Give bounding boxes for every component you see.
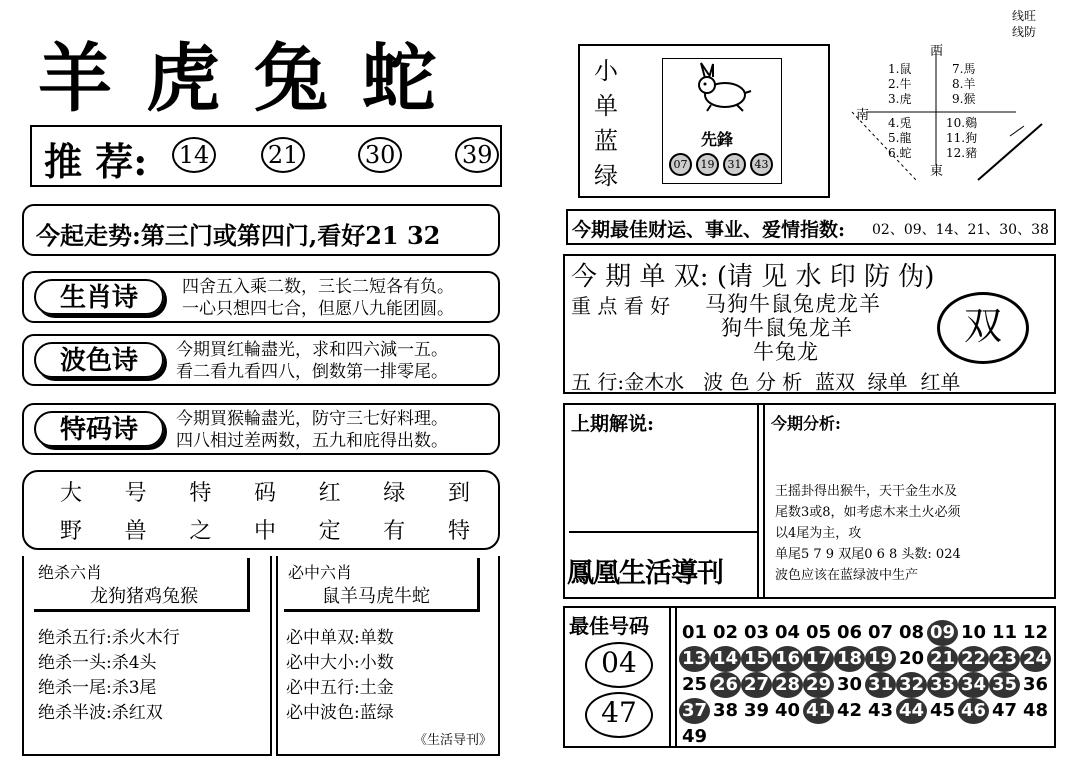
- number-cell: 26: [710, 672, 741, 698]
- number-cell: 23: [989, 646, 1020, 672]
- poem-special-line: 四八相过差两数，五九和庇得出数。: [176, 431, 448, 451]
- number-cell: 38: [712, 700, 739, 721]
- focus-label: 重 点 看 好: [571, 294, 671, 318]
- riddle-char: 绿: [383, 481, 406, 506]
- single-double-bottom: 五 行:金木水 波 色 分 析 蓝双 绿单 红单: [571, 370, 961, 394]
- number-cell: 19: [865, 646, 896, 672]
- riddle-char: 红: [318, 481, 341, 506]
- double-stamp: 双: [937, 292, 1029, 364]
- number-cell: 17: [803, 646, 834, 672]
- recommend-number: 14: [172, 137, 216, 173]
- recommend-box: [30, 125, 502, 187]
- kill-six-title: 绝杀六肖: [38, 563, 103, 582]
- top-right-note: [1012, 8, 1036, 40]
- kill-row: 绝杀五行:杀火木行: [38, 628, 180, 648]
- riddle-char: 之: [189, 519, 212, 544]
- pioneer-balls: [669, 153, 773, 176]
- number-cell: 06: [836, 622, 863, 643]
- number-cell: 22: [958, 646, 989, 672]
- riddle-row-1: [60, 476, 470, 507]
- single-double-box: [563, 254, 1056, 394]
- analysis-divider: [757, 405, 765, 597]
- poem-zodiac-label: 生肖诗: [34, 279, 164, 315]
- number-cell: 28: [772, 672, 803, 698]
- must-six-title: 必中六肖: [288, 563, 353, 582]
- pioneer-vertical-text: [594, 54, 618, 194]
- number-cell: 43: [867, 700, 894, 721]
- recommend-label: 推 荐:: [44, 139, 148, 184]
- poem-zodiac-box: [22, 271, 500, 323]
- poem-special-line: 今期買猴輪盡光，防守三七好料理。: [176, 409, 448, 429]
- number-cell: 14: [710, 646, 741, 672]
- poem-color-box: [22, 334, 500, 386]
- number-cell: 03: [743, 622, 770, 643]
- compass-right-top: 7.馬 8.羊 9.猴: [952, 62, 976, 106]
- fortune-label: 今期最佳财运、事业、爱情指数:: [572, 219, 846, 241]
- recommend-number: 39: [455, 137, 499, 173]
- best-pick: 04: [585, 642, 653, 688]
- number-cell: 24: [1020, 646, 1051, 672]
- compass-right-bottom: 10.鷄 11.狗 12.豬: [946, 116, 978, 160]
- riddle-char: 定: [318, 519, 341, 544]
- analysis-line: 以4尾为主，攻: [775, 526, 862, 541]
- number-cell: 21: [927, 646, 958, 672]
- pioneer-ball: 07: [669, 153, 692, 176]
- compass-left-top: 1.鼠 2.牛 3.虎: [888, 62, 912, 106]
- compass-left-bottom: 4.兎 5.龍 6.蛇: [888, 116, 912, 160]
- number-cell: 33: [927, 672, 958, 698]
- poem-color-line: 今期買红輪盡光，求和四六減一五。: [176, 340, 448, 360]
- riddle-char: 特: [447, 519, 470, 544]
- number-cell: 11: [991, 622, 1018, 643]
- analysis-line: 王摇卦得出猴牛，天干金生水及: [775, 484, 958, 499]
- poem-special-label: 特码诗: [34, 411, 164, 447]
- pioneer-char: 蓝: [594, 127, 618, 155]
- must-row: 必中大小:小数: [286, 653, 394, 673]
- compass-south: 南: [856, 108, 870, 123]
- number-cell: 46: [958, 698, 989, 724]
- number-cell: 39: [743, 700, 770, 721]
- focus-line-3: 牛兔龙: [753, 340, 819, 364]
- single-double-header: 今 期 单 双: (请 见 水 印 防 伪): [571, 262, 935, 292]
- must-six-zodiacs: 鼠羊马虎牛蛇: [322, 586, 430, 607]
- recommend-numbers: [172, 137, 499, 173]
- number-grid: [679, 620, 1057, 744]
- analysis-line: 单尾5 7 9 双尾0 6 8 头数: 024: [775, 547, 961, 562]
- number-cell: 25: [681, 674, 708, 695]
- best-numbers-box: [563, 606, 1056, 748]
- kill-row: 绝杀一尾:杀3尾: [38, 678, 157, 698]
- riddle-char: 野: [60, 519, 83, 544]
- number-cell: 07: [867, 622, 894, 643]
- number-cell: 10: [960, 622, 987, 643]
- number-cell: 12: [1022, 622, 1049, 643]
- fortune-value: 02、09、14、21、30、38: [872, 222, 1049, 238]
- number-cell: 08: [898, 622, 925, 643]
- number-cell: 29: [803, 672, 834, 698]
- pioneer-char: 单: [594, 92, 618, 120]
- number-cell: 20: [898, 648, 925, 669]
- number-cell: 16: [772, 646, 803, 672]
- analysis-box: [563, 403, 1056, 599]
- best-numbers-label: 最佳号码: [569, 614, 649, 638]
- number-cell: 32: [896, 672, 927, 698]
- must-rows: [286, 626, 394, 726]
- best-pick: 47: [585, 692, 653, 738]
- number-cell: 44: [896, 698, 927, 724]
- last-issue-label: 上期解说:: [571, 413, 655, 435]
- recommend-number: 21: [261, 137, 305, 173]
- number-cell: 05: [805, 622, 832, 643]
- riddle-row-2: [60, 514, 470, 545]
- number-cell: 49: [681, 726, 708, 744]
- number-cell: 37: [679, 698, 710, 724]
- must-row: 必中单双:单数: [286, 628, 394, 648]
- pioneer-ball: 19: [696, 153, 719, 176]
- analysis-lines: [775, 481, 961, 586]
- poem-color-line: 看二看九看四八，倒数第一排零尾。: [176, 362, 448, 382]
- fortune-box: [566, 209, 1056, 245]
- kill-row: 绝杀半波:杀红双: [38, 703, 163, 723]
- number-cell: 47: [991, 700, 1018, 721]
- poem-color-label: 波色诗: [34, 342, 164, 378]
- compass-west: 西: [930, 44, 944, 59]
- trend-text: 今起走势:第三门或第四门,看好21 32: [36, 221, 441, 250]
- pioneer-char: 小: [594, 57, 618, 85]
- riddle-char: 码: [253, 481, 276, 506]
- number-cell: 30: [836, 674, 863, 695]
- top-right-line1: 线旺: [1011, 9, 1036, 23]
- last-issue-brand: 鳳凰生活導刊: [567, 558, 723, 589]
- poem-special-box: [22, 403, 500, 455]
- focus-line-2: 狗牛鼠兔龙羊: [721, 316, 853, 340]
- riddle-char: 特: [189, 481, 212, 506]
- trend-box: [22, 204, 500, 256]
- kill-six-box: [34, 558, 250, 612]
- number-cell: 27: [741, 672, 772, 698]
- pioneer-inner: [662, 58, 782, 184]
- kill-row: 绝杀一头:杀4头: [38, 653, 157, 673]
- kill-section: [22, 556, 272, 756]
- analysis-line: 波色应该在蓝绿波中生产: [775, 568, 919, 583]
- focus-line-1: 马狗牛鼠兔虎龙羊: [705, 292, 881, 316]
- analysis-label: 今期分析:: [771, 414, 841, 433]
- kill-six-zodiacs: 龙狗猪鸡兔猴: [90, 586, 198, 607]
- kill-rows: [38, 626, 180, 726]
- number-cell: 04: [774, 622, 801, 643]
- number-cell: 15: [741, 646, 772, 672]
- must-section: [276, 556, 500, 756]
- last-issue-rule: [569, 531, 757, 533]
- riddle-char: 有: [383, 519, 406, 544]
- rabbit-icon: [687, 61, 757, 113]
- number-cell: 18: [834, 646, 865, 672]
- number-cell: 40: [774, 700, 801, 721]
- compass-east: 東: [930, 164, 944, 179]
- number-cell: 41: [803, 698, 834, 724]
- top-right-line2: 线防: [1011, 25, 1036, 39]
- riddle-char: 号: [124, 481, 147, 506]
- number-cell: 34: [958, 672, 989, 698]
- number-cell: 13: [679, 646, 710, 672]
- number-cell: 45: [929, 700, 956, 721]
- riddle-char: 兽: [124, 519, 147, 544]
- pioneer-label: 先鋒: [701, 130, 734, 149]
- must-footer: 《生活导刊》: [413, 733, 492, 748]
- number-cell: 09: [927, 620, 958, 646]
- number-cell: 42: [836, 700, 863, 721]
- pioneer-ball: 43: [750, 153, 773, 176]
- number-cell: 02: [712, 622, 739, 643]
- number-cell: 35: [989, 672, 1020, 698]
- number-cell: 01: [681, 622, 708, 643]
- pioneer-char: 绿: [594, 162, 618, 190]
- riddle-char: 中: [253, 519, 276, 544]
- number-cell: 48: [1022, 700, 1049, 721]
- pioneer-box: [578, 44, 830, 198]
- riddle-char: 大: [60, 481, 83, 506]
- must-row: 必中波色:蓝绿: [286, 703, 394, 723]
- must-row: 必中五行:土金: [286, 678, 394, 698]
- page-title: 羊虎兔蛇: [38, 36, 470, 122]
- number-cell: 36: [1022, 674, 1049, 695]
- riddle-char: 到: [447, 481, 470, 506]
- riddle-box: [22, 470, 500, 550]
- must-six-box: [284, 558, 480, 612]
- best-numbers-divider: [669, 608, 677, 746]
- analysis-line: 尾数3或8，如考虑木来土火必须: [775, 505, 961, 520]
- poem-zodiac-line: 四舍五入乘二数，三长二短各有负。: [182, 277, 454, 297]
- recommend-number: 30: [358, 137, 402, 173]
- poem-zodiac-line: 一心只想四七合，但愿八九能团圆。: [182, 299, 454, 319]
- number-cell: 31: [865, 672, 896, 698]
- pioneer-ball: 31: [723, 153, 746, 176]
